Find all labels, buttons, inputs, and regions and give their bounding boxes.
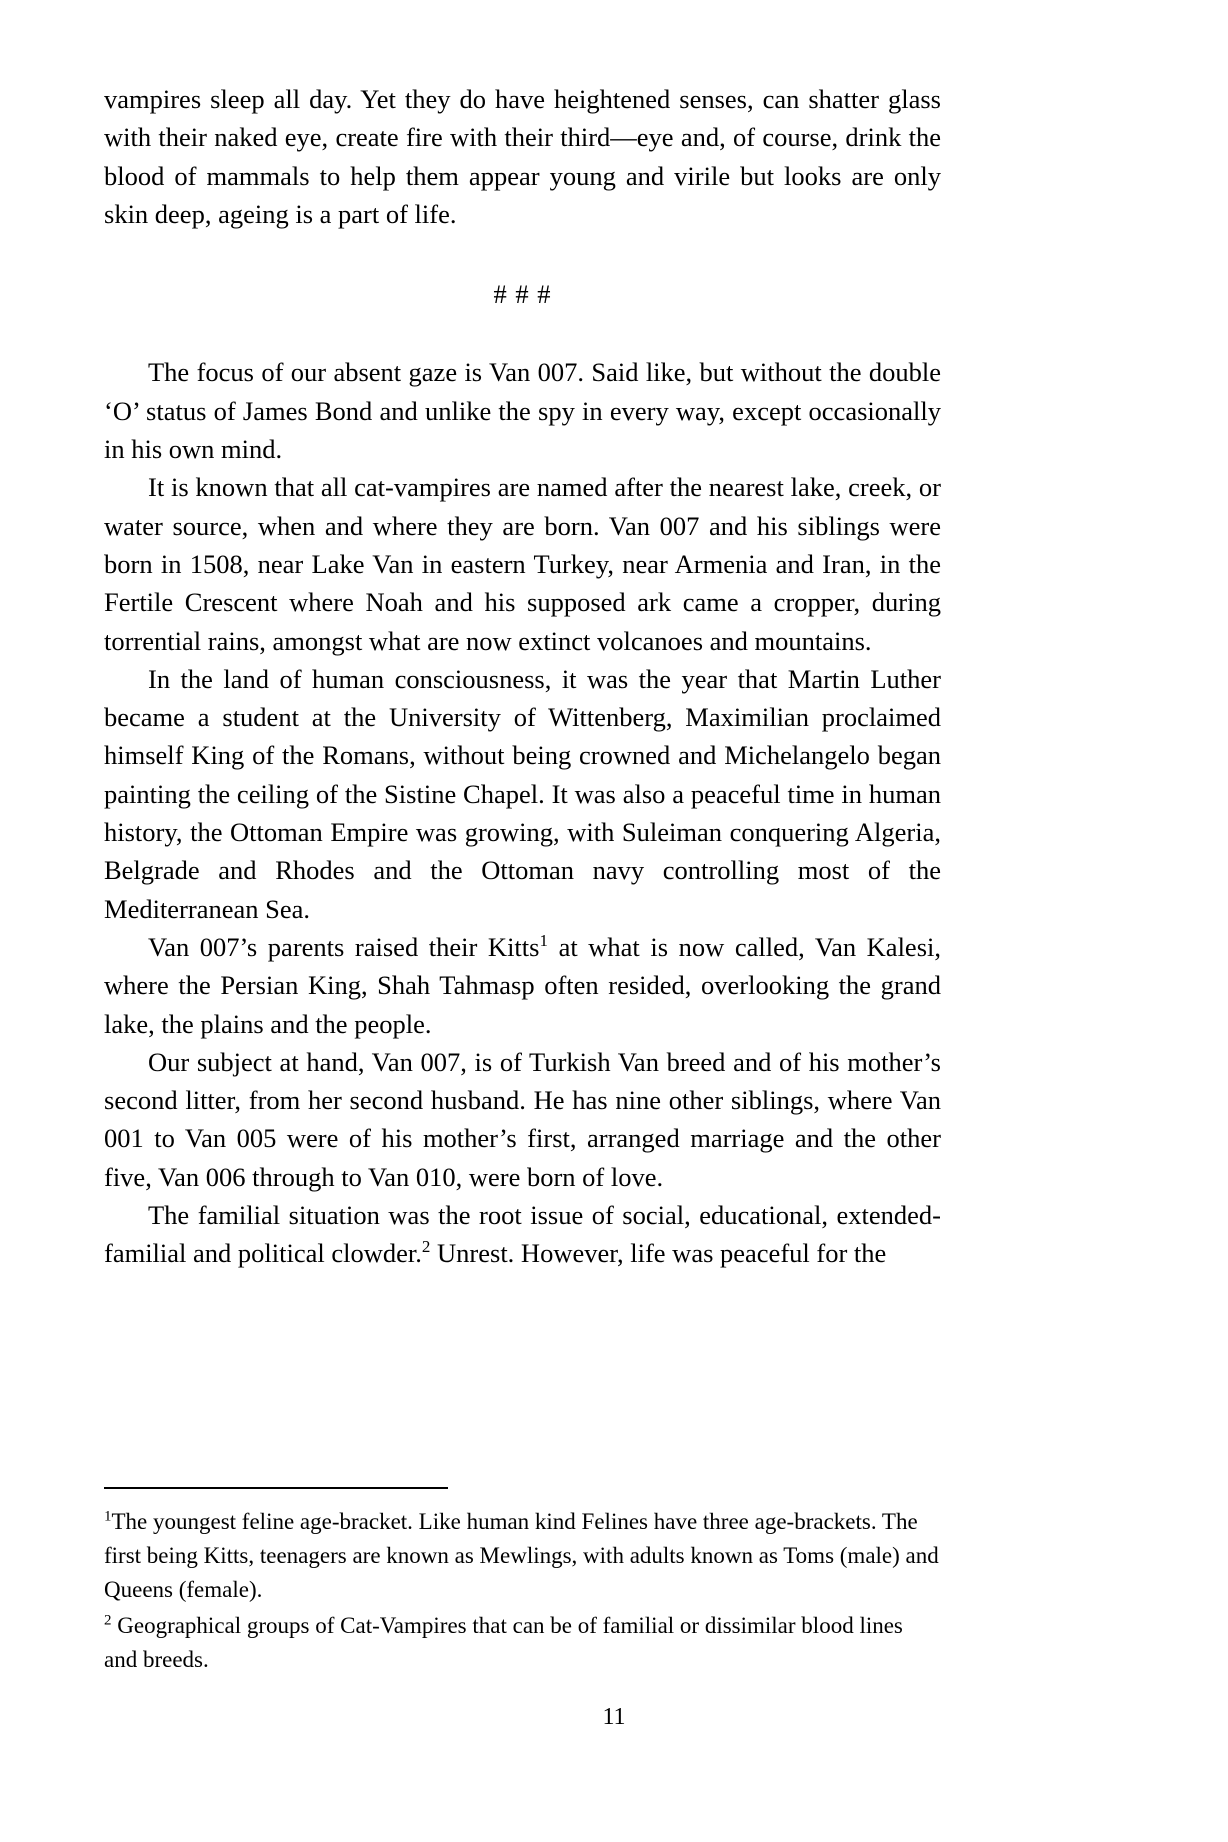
page-number: 11 xyxy=(602,1704,626,1730)
footnote-marker-1: 1 xyxy=(104,1508,112,1525)
page-body xyxy=(104,80,941,1273)
footnote-reference-1[interactable]: 1 xyxy=(539,931,548,951)
footnote-separator-rule xyxy=(104,1487,448,1489)
paragraph-familial-prefix: The familial situation was the root issue of social, educational, extended-familial and political clowder. xyxy=(104,1200,941,1269)
paragraph-kitts xyxy=(104,928,941,1043)
footnote-1-text: The youngest feline age-bracket. Like human kind Felines have three age-brackets. The first being Kitts, teenagers are known as Mewlings, with adults known as Toms (male) and Queens (female). xyxy=(104,1509,939,1602)
paragraph-history: In the land of human consciousness, it was the year that Martin Luther became a student at the University of Wittenberg, Maximilian proclaimed himself King of the Romans, without being crowned and Michelangelo began painting the ceiling of the Sistine Chapel. It was also a peaceful time in human history, the Ottoman Empire was growing, with Suleiman conquering Algeria, Belgrade and Rhodes and the Ottoman navy controlling most of the Mediterranean Sea. xyxy=(104,663,941,924)
paragraph-continued: vampires sleep all day. Yet they do have heightened senses, can shatter glass with their naked eye, create fire with their third—eye and, of course, drink the blood of mammals to help them appear young and virile but looks are only skin deep, ageing is a part of life. xyxy=(104,84,941,229)
footnote-reference-2[interactable]: 2 xyxy=(421,1237,431,1257)
paragraph-focus: The focus of our absent gaze is Van 007. Said like, but without the double ‘O’ status of James Bond and unlike the spy in every way, except occasionally in his own mind. xyxy=(104,357,941,465)
paragraph-familial-suffix: Unrest. However, life was peaceful for the xyxy=(430,1238,887,1269)
footnote-marker-2: 2 xyxy=(104,1612,112,1629)
footnote-2 xyxy=(104,1609,941,1677)
footnote-2-text: Geographical groups of Cat-Vampires that can be of familial or dissimilar blood lines and breeds. xyxy=(104,1613,903,1672)
paragraph-familial xyxy=(104,1196,941,1273)
paragraph-kitts-prefix: Van 007’s parents raised their Kitts xyxy=(148,931,540,962)
paragraph-naming: It is known that all cat-vampires are named after the nearest lake, creek, or water source, when and where they are born. Van 007 and his siblings were born in 1508, near Lake Van in eastern Turkey, near Armenia and Iran, in the Fertile Crescent where Noah and his supposed ark came a cropper, during torrential rains, amongst what are now extinct volcanoes and mountains. xyxy=(104,472,941,656)
scene-break-divider: # # # xyxy=(493,279,552,310)
paragraph-kitts-suffix: at what is now called, Van Kalesi, where the Persian King, Shah Tahmasp often resided, overlooking the grand lake, the plains and the people. xyxy=(104,931,941,1039)
footnote-1 xyxy=(104,1505,941,1607)
footnote-section xyxy=(104,1487,941,1677)
paragraph-subject: Our subject at hand, Van 007, is of Turkish Van breed and of his mother’s second litter, from her second husband. He has nine other siblings, where Van 001 to Van 005 were of his mother’s first, arranged marriage and the other five, Van 006 through to Van 010, were born of love. xyxy=(104,1046,941,1192)
